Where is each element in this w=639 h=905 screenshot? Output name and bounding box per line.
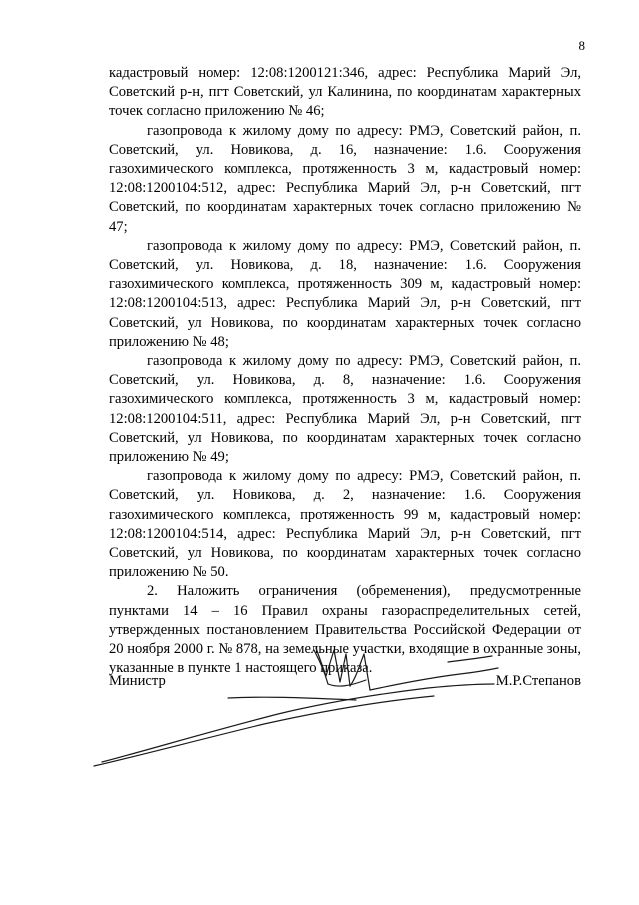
paragraph-restrictions-item-2: 2. Наложить ограничения (обременения), предусмотренные пунктами 14 – 16 Правил охраны газораспределительных сетей, утвержденных постановлением Правительства Российской Федерации от 20 ноября 2000 г. № 878, на земельные участки, входящие в охранные зоны, указанные в пункте 1 настоящего приказа. xyxy=(109,583,581,677)
signatory-title: Министр xyxy=(109,673,166,689)
paragraph-gas-pipeline-novikova-2: газопровода к жилому дому по адресу: РМЭ, Советский район, п. Советский, ул. Новикова, д. 2, назначение: 1.6. Сооружения газохимического комплекса, протяженность 99 м, кадастровый номер: 12:08:1200104:514, адрес: Республика Марий Эл, р-н Советский, пгт Советский, ул Новикова, по координатам характерных точек согласно приложению № 50. xyxy=(109,468,581,581)
page-number: 8 xyxy=(578,38,585,53)
paragraph-cadastral-continuation: кадастровый номер: 12:08:1200121:346, адрес: Республика Марий Эл, Советский р-н, пгт Советский, ул Калинина, по координатам характерных точек согласно приложению № 46; xyxy=(109,65,581,120)
handwritten-signature xyxy=(88,640,508,770)
paragraph-gas-pipeline-novikova-8: газопровода к жилому дому по адресу: РМЭ, Советский район, п. Советский, ул. Новикова, д. 8, назначение: 1.6. Сооружения газохимического комплекса, протяженность 3 м, кадастровый номер: 12:08:1200104:511, адрес: Республика Марий Эл, р-н Советский, пгт Советский, ул Новикова, по координатам характерных точек согласно приложению № 49; xyxy=(109,353,581,466)
paragraph-gas-pipeline-novikova-18: газопровода к жилому дому по адресу: РМЭ, Советский район, п. Советский, ул. Новикова, д. 18, назначение: 1.6. Сооружения газохимического комплекса, протяженность 309 м, кадастровый номер: 12:08:1200104:513, адрес: Республика Марий Эл, р-н Советский, пгт Советский, ул Новикова, по координатам характерных точек согласно приложению № 48; xyxy=(109,237,581,350)
paragraph-gas-pipeline-novikova-16: газопровода к жилому дому по адресу: РМЭ, Советский район, п. Советский, ул. Новикова, д. 16, назначение: 1.6. Сооружения газохимического комплекса, протяженность 3 м, кадастровый номер: 12:08:1200104:512, адрес: Республика Марий Эл, р-н Советский, пгт Советский, по координатам характерных точек согласно приложению № 47; xyxy=(109,122,581,235)
document-body xyxy=(109,64,581,679)
signatory-name: М.Р.Степанов xyxy=(495,673,581,689)
